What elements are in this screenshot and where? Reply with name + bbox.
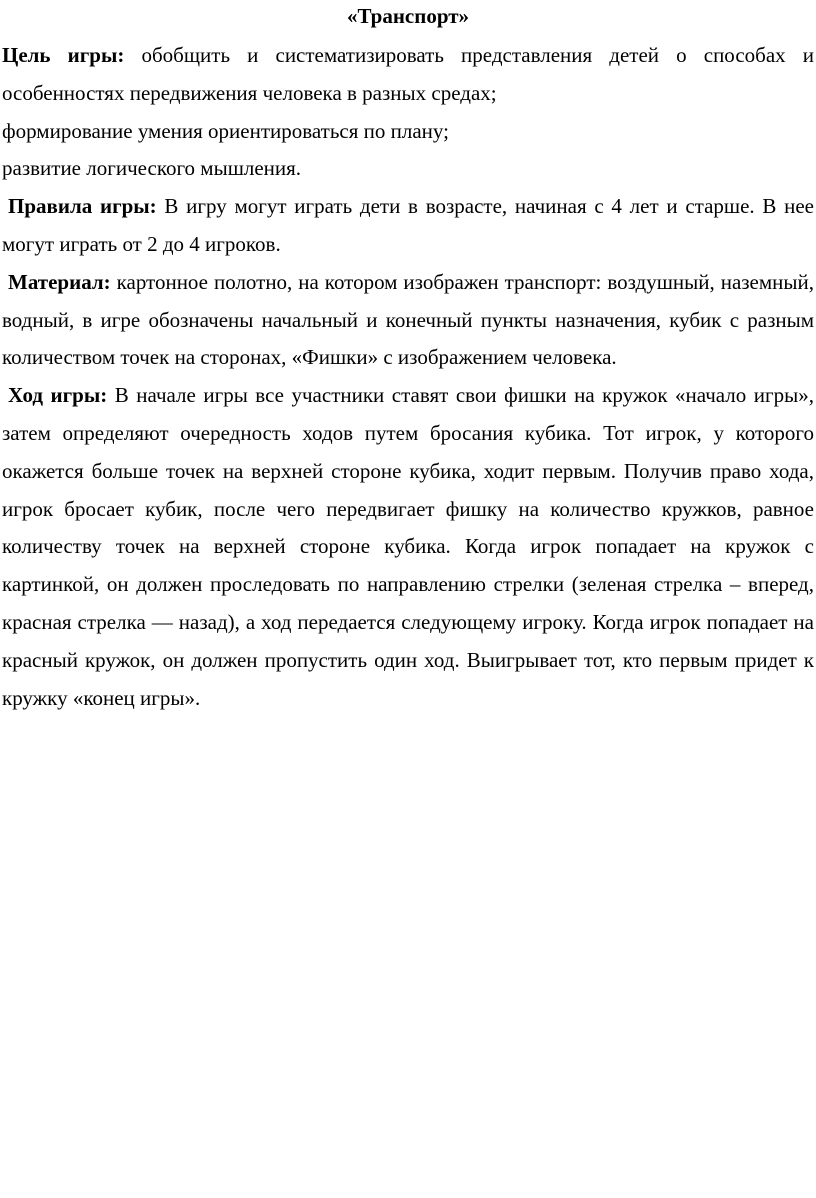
rules-text: В игру могут играть дети в возрасте, начиная с 4 лет и старше. В нее могут играть от 2 до 4 игроков. bbox=[2, 194, 814, 256]
rules-paragraph bbox=[2, 188, 814, 264]
goal-text: обобщить и систематизировать представления детей о способах и особенностях передвижения человека в разных средах; bbox=[2, 43, 815, 105]
gameplay-label: Ход игры: bbox=[8, 383, 108, 408]
document-title: «Транспорт» bbox=[346, 4, 470, 28]
goal-label: Цель игры: bbox=[2, 43, 125, 67]
rules-label: Правила игры: bbox=[8, 194, 157, 219]
gameplay-text: В начале игры все участники ставят свои фишки на кружок «начало игры», затем определяют очередность ходов путем бросания кубика. Тот игрок, у которого окажется больше точек на верхней стороне кубика, ходит первым. Получив право хода, игрок бросает кубик, после чего передвигает фишку на количество кружков, равное количеству точек на верхней стороне кубика. Когда игрок попадает на кружок с картинкой, он должен проследовать по направлению стрелки (зеленая стрелка – вперед, красная стрелка — назад), а ход передается следующему игроку. Когда игрок попадает на красный кружок, он должен пропустить один ход. Выигрывает тот, кто первым придет к кружку «конец игры». bbox=[2, 383, 814, 710]
material-paragraph bbox=[2, 264, 814, 377]
gameplay-paragraph bbox=[2, 377, 814, 717]
material-text: картонное полотно, на котором изображен транспорт: воздушный, наземный, водный, в игре обозначены начальный и конечный пункты назначения, кубик с разным количеством точек на сторонах, «Фишки» с изображением человека. bbox=[2, 269, 814, 370]
document-page bbox=[0, 4, 816, 1198]
goal-paragraph bbox=[2, 37, 814, 113]
goal-line-3: развитие логического мышления. bbox=[2, 156, 302, 181]
material-label: Материал: bbox=[8, 269, 111, 294]
goal-line-2: формирование умения ориентироваться по плану; bbox=[2, 118, 449, 143]
